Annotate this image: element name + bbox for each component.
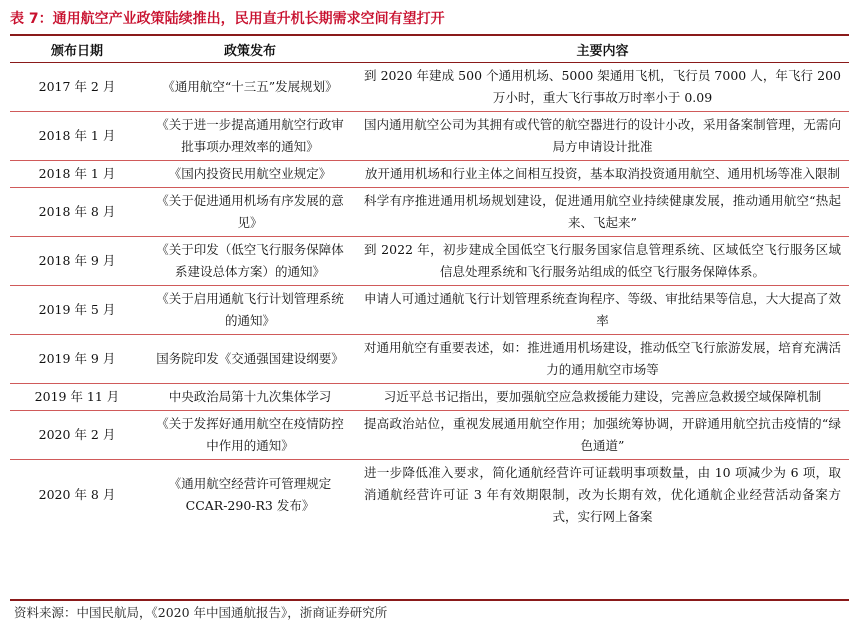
cell-date: 2020 年 2 月 bbox=[10, 411, 144, 460]
cell-date: 2018 年 9 月 bbox=[10, 237, 144, 286]
table-row bbox=[10, 335, 849, 384]
cell-date: 2020 年 8 月 bbox=[10, 460, 144, 531]
cell-content: 进一步降低准入要求，简化通航经营许可证载明事项数量，由 10 项减少为 6 项，取消通航经营许可证 3 年有效期限制，改为长期有效，优化通航企业经营活动备案方式，实行网上备案 bbox=[356, 460, 849, 531]
cell-policy: 《关于进一步提高通用航空行政审批事项办理效率的通知》 bbox=[144, 112, 356, 161]
header-row bbox=[10, 36, 849, 63]
cell-date: 2017 年 2 月 bbox=[38, 79, 116, 94]
table-row bbox=[10, 411, 849, 460]
bottom-rule bbox=[10, 599, 849, 601]
table-row bbox=[10, 286, 849, 335]
cell-policy: 中央政治局第十九次集体学习 bbox=[144, 384, 356, 411]
header-date: 颁布日期 bbox=[10, 36, 144, 63]
cell-content: 习近平总书记指出，要加强航空应急救援能力建设，完善应急救援空域保障机制 bbox=[356, 384, 849, 411]
cell-content: 对通用航空有重要表述，如：推进通用机场建设，推动低空飞行旅游发展，培育充满活力的通用航空市场等 bbox=[356, 335, 849, 384]
cell-date: 2018 年 1 月 bbox=[10, 161, 144, 188]
cell-date: 2019 年 11 月 bbox=[10, 384, 144, 411]
header-policy: 政策发布 bbox=[144, 36, 356, 63]
cell-policy: 《关于启用通航飞行计划管理系统的通知》 bbox=[144, 286, 356, 335]
cell-date: 2019 年 5 月 bbox=[10, 286, 144, 335]
cell-content: 到 2022 年，初步建成全国低空飞行服务国家信息管理系统、区域低空飞行服务区域信息处理系统和飞行服务站组成的低空飞行服务保障体系。 bbox=[356, 237, 849, 286]
cell-content: 放开通用机场和行业主体之间相互投资，基本取消投资通用航空、通用机场等准入限制 bbox=[356, 161, 849, 188]
cell-date: 2018 年 8 月 bbox=[10, 188, 144, 237]
header-content: 主要内容 bbox=[356, 36, 849, 63]
cell-content: 提高政治站位，重视发展通用航空作用；加强统筹协调，开辟通用航空抗击疫情的“绿色通道” bbox=[356, 411, 849, 460]
cell-content: 申请人可通过通航飞行计划管理系统查询程序、等级、审批结果等信息，大大提高了效率 bbox=[356, 286, 849, 335]
cell-content: 到 2020 年建成 500 个通用机场、5000 架通用飞机，飞行员 7000 人，年飞行 200 万小时，重大飞行事故万时率小于 0.09 bbox=[364, 68, 841, 105]
cell-content: 国内通用航空公司为其拥有或代管的航空器进行的设计小改，采用备案制管理，无需向局方申请设计批准 bbox=[356, 112, 849, 161]
cell-policy: 《国内投资民用航空业规定》 bbox=[144, 161, 356, 188]
cell-date: 2019 年 9 月 bbox=[10, 335, 144, 384]
table-row bbox=[10, 188, 849, 237]
table-row bbox=[10, 460, 849, 531]
table-row bbox=[10, 237, 849, 286]
cell-policy: 《通用航空经营许可管理规定 CCAR-290-R3 发布》 bbox=[144, 460, 356, 531]
cell-policy: 《关于印发（低空飞行服务保障体系建设总体方案）的通知》 bbox=[144, 237, 356, 286]
cell-policy: 《通用航空“十三五”发展规划》 bbox=[162, 79, 338, 94]
cell-policy: 《关于促进通用机场有序发展的意见》 bbox=[144, 188, 356, 237]
cell-policy: 《关于发挥好通用航空在疫情防控中作用的通知》 bbox=[144, 411, 356, 460]
policy-table bbox=[10, 36, 849, 530]
source-note: 资料来源：中国民航局，《2020 年中国通航报告》，浙商证券研究所 bbox=[14, 605, 388, 620]
cell-content: 科学有序推进通用机场规划建设，促进通用航空业持续健康发展，推动通用航空“热起来、飞起来” bbox=[356, 188, 849, 237]
table-row bbox=[10, 112, 849, 161]
cell-date: 2018 年 1 月 bbox=[10, 112, 144, 161]
cell-policy: 国务院印发《交通强国建设纲要》 bbox=[144, 335, 356, 384]
table-row bbox=[10, 384, 849, 411]
table-title: 表 7：通用航空产业政策陆续推出，民用直升机长期需求空间有望打开 bbox=[10, 11, 445, 27]
table-row bbox=[10, 161, 849, 188]
table-row bbox=[10, 63, 849, 112]
